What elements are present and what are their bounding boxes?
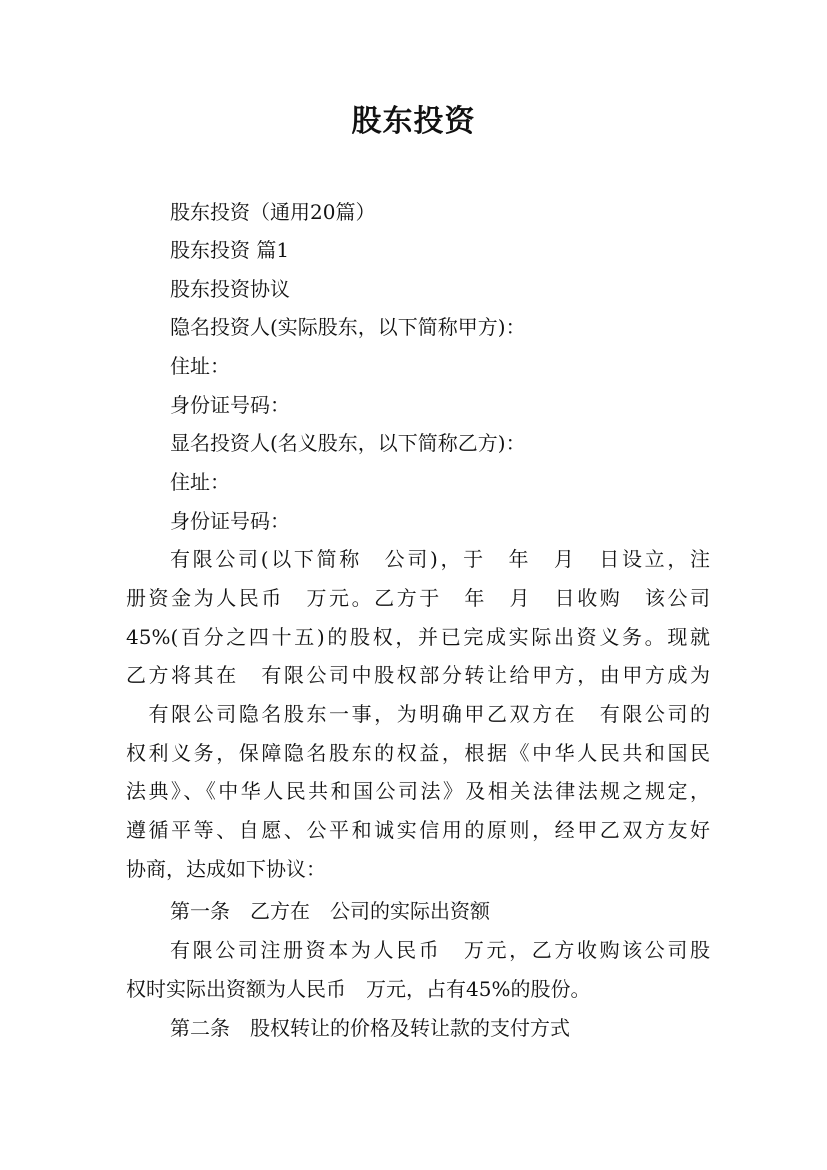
document-title: 股东投资 (351, 104, 476, 139)
paragraph-line: 住址： (170, 470, 230, 494)
paragraph-line: 隐名投资人(实际股东，以下简称甲方)： (170, 315, 526, 339)
paragraph-line: 有限公司(以下简称 公司)，于 年 月 日设立，注 (170, 547, 710, 571)
paragraph-line: 股东投资协议 (170, 277, 290, 301)
paragraph-line: 遵循平等、自愿、公平和诚实信用的原则，经甲乙双方友好 (126, 818, 710, 842)
paragraph-line: 45%(百分之四十五)的股权，并已完成实际出资义务。现就 (126, 625, 710, 649)
paragraph-line: 册资金为人民币 万元。乙方于 年 月 日收购 该公司 (126, 586, 710, 610)
paragraph-line: 权时实际出资额为人民币 万元，占有45%的股份。 (126, 977, 591, 1001)
paragraph-line: 乙方将其在 有限公司中股权部分转让给甲方，由甲方成为 (126, 663, 710, 687)
paragraph-line: 权利义务，保障隐名股东的权益，根据《中华人民共和国民 (126, 741, 710, 765)
paragraph-line: 身份证号码： (170, 509, 290, 533)
paragraph-line: 有限公司注册资本为人民币 万元，乙方收购该公司股 (170, 938, 710, 962)
paragraph-line: 有限公司隐名股东一事，为明确甲乙双方在 有限公司的 (126, 702, 710, 726)
paragraph-line: 股东投资（通用20篇） (170, 200, 376, 224)
paragraph-line: 身份证号码： (170, 393, 290, 417)
paragraph-line: 显名投资人(名义股东，以下简称乙方)： (170, 431, 526, 455)
paragraph-line: 协商，达成如下协议： (126, 857, 326, 881)
article-heading: 第一条 乙方在 公司的实际出资额 (170, 899, 490, 923)
paragraph-line: 法典》、《中华人民共和国公司法》及相关法律法规之规定， (126, 779, 710, 803)
paragraph-line: 住址： (170, 354, 230, 378)
paragraph-line: 股东投资 篇1 (170, 238, 290, 262)
article-heading: 第二条 股权转让的价格及转让款的支付方式 (170, 1016, 570, 1040)
